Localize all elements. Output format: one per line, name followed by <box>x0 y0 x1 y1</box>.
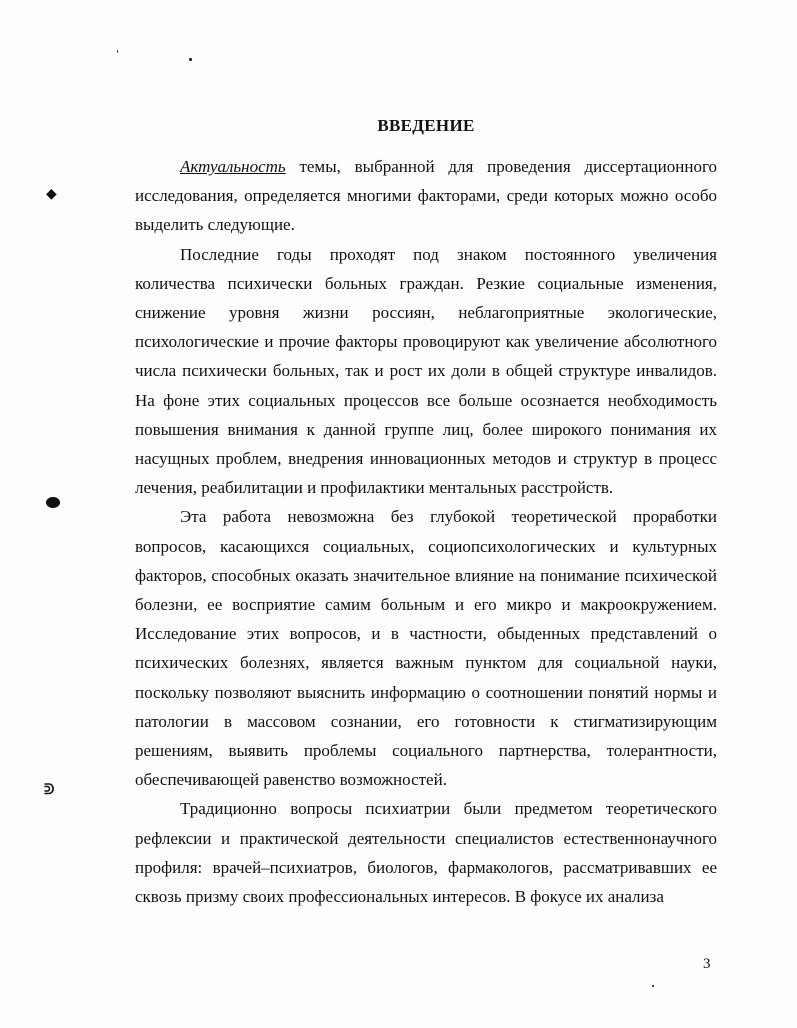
scan-speck <box>652 985 654 987</box>
key-term: Актуальность <box>180 157 286 176</box>
paragraph-text: Традиционно вопросы психиатрии были предметом теоретического рефлексии и практической деятельности специалистов естественнонаучного профиля: врачей–психиатров, биологов, фармакологов, рассматривавших ее сквозь призму своих профессиональных интересов. В фокусе их анализа <box>135 799 717 907</box>
body-text <box>135 152 717 911</box>
binding-hole-mark-icon: ᕲ <box>44 782 55 798</box>
scan-speck <box>117 50 118 53</box>
paragraph-tradition <box>135 794 717 911</box>
binding-hole-mark-icon <box>46 497 60 508</box>
paragraph-relevance <box>135 152 717 240</box>
page-number: 3 <box>703 956 711 972</box>
paragraph-text: Последние годы проходят под знаком постоянного увеличения количества психически больных граждан. Резкие социальные изменения, снижение уровня жизни россиян, неблагоприятные экологические, психологические и прочие факторы провоцируют как увеличение абсолютного числа психически больных, так и рост их доли в общей структуре инвалидов. На фоне этих социальных процессов все больше осознается необходимость повышения внимания к данной группе лиц, более широкого понимания их насущных проблем, внедрения инновационных методов и структур в процесс лечения, реабилитации и профилактики ментальных расстройств. <box>135 244 717 498</box>
paragraph-theory <box>135 502 717 794</box>
paragraph-text: Эта работа невозможна без глубокой теоретической проработки вопросов, касающихся социальных, социопсихологических и культурных факторов, способных оказать значительное влияние на понимание психической болезни, ее восприятие самим больным и его микро и макроокружением. Исследование этих вопросов, и в частности, обыденных представлений о психических болезнях, является важным пунктом для социальной науки, поскольку позволяют выяснить информацию о соотношении понятий нормы и патологии в массовом сознании, его готовности к стигматизирующим решениям, выявить проблемы социального партнерства, толерантности, обеспечивающей равенство возможностей. <box>135 507 717 790</box>
paragraph-text: темы, выбранной для проведения диссертационного исследования, определяется многими факторами, среди которых можно особо выделить следующие. <box>135 157 717 235</box>
scan-speck <box>189 58 192 61</box>
paragraph-context <box>135 240 717 503</box>
binding-hole-mark-icon: ◆ <box>46 186 57 202</box>
section-title: ВВЕДЕНИЕ <box>377 116 475 135</box>
